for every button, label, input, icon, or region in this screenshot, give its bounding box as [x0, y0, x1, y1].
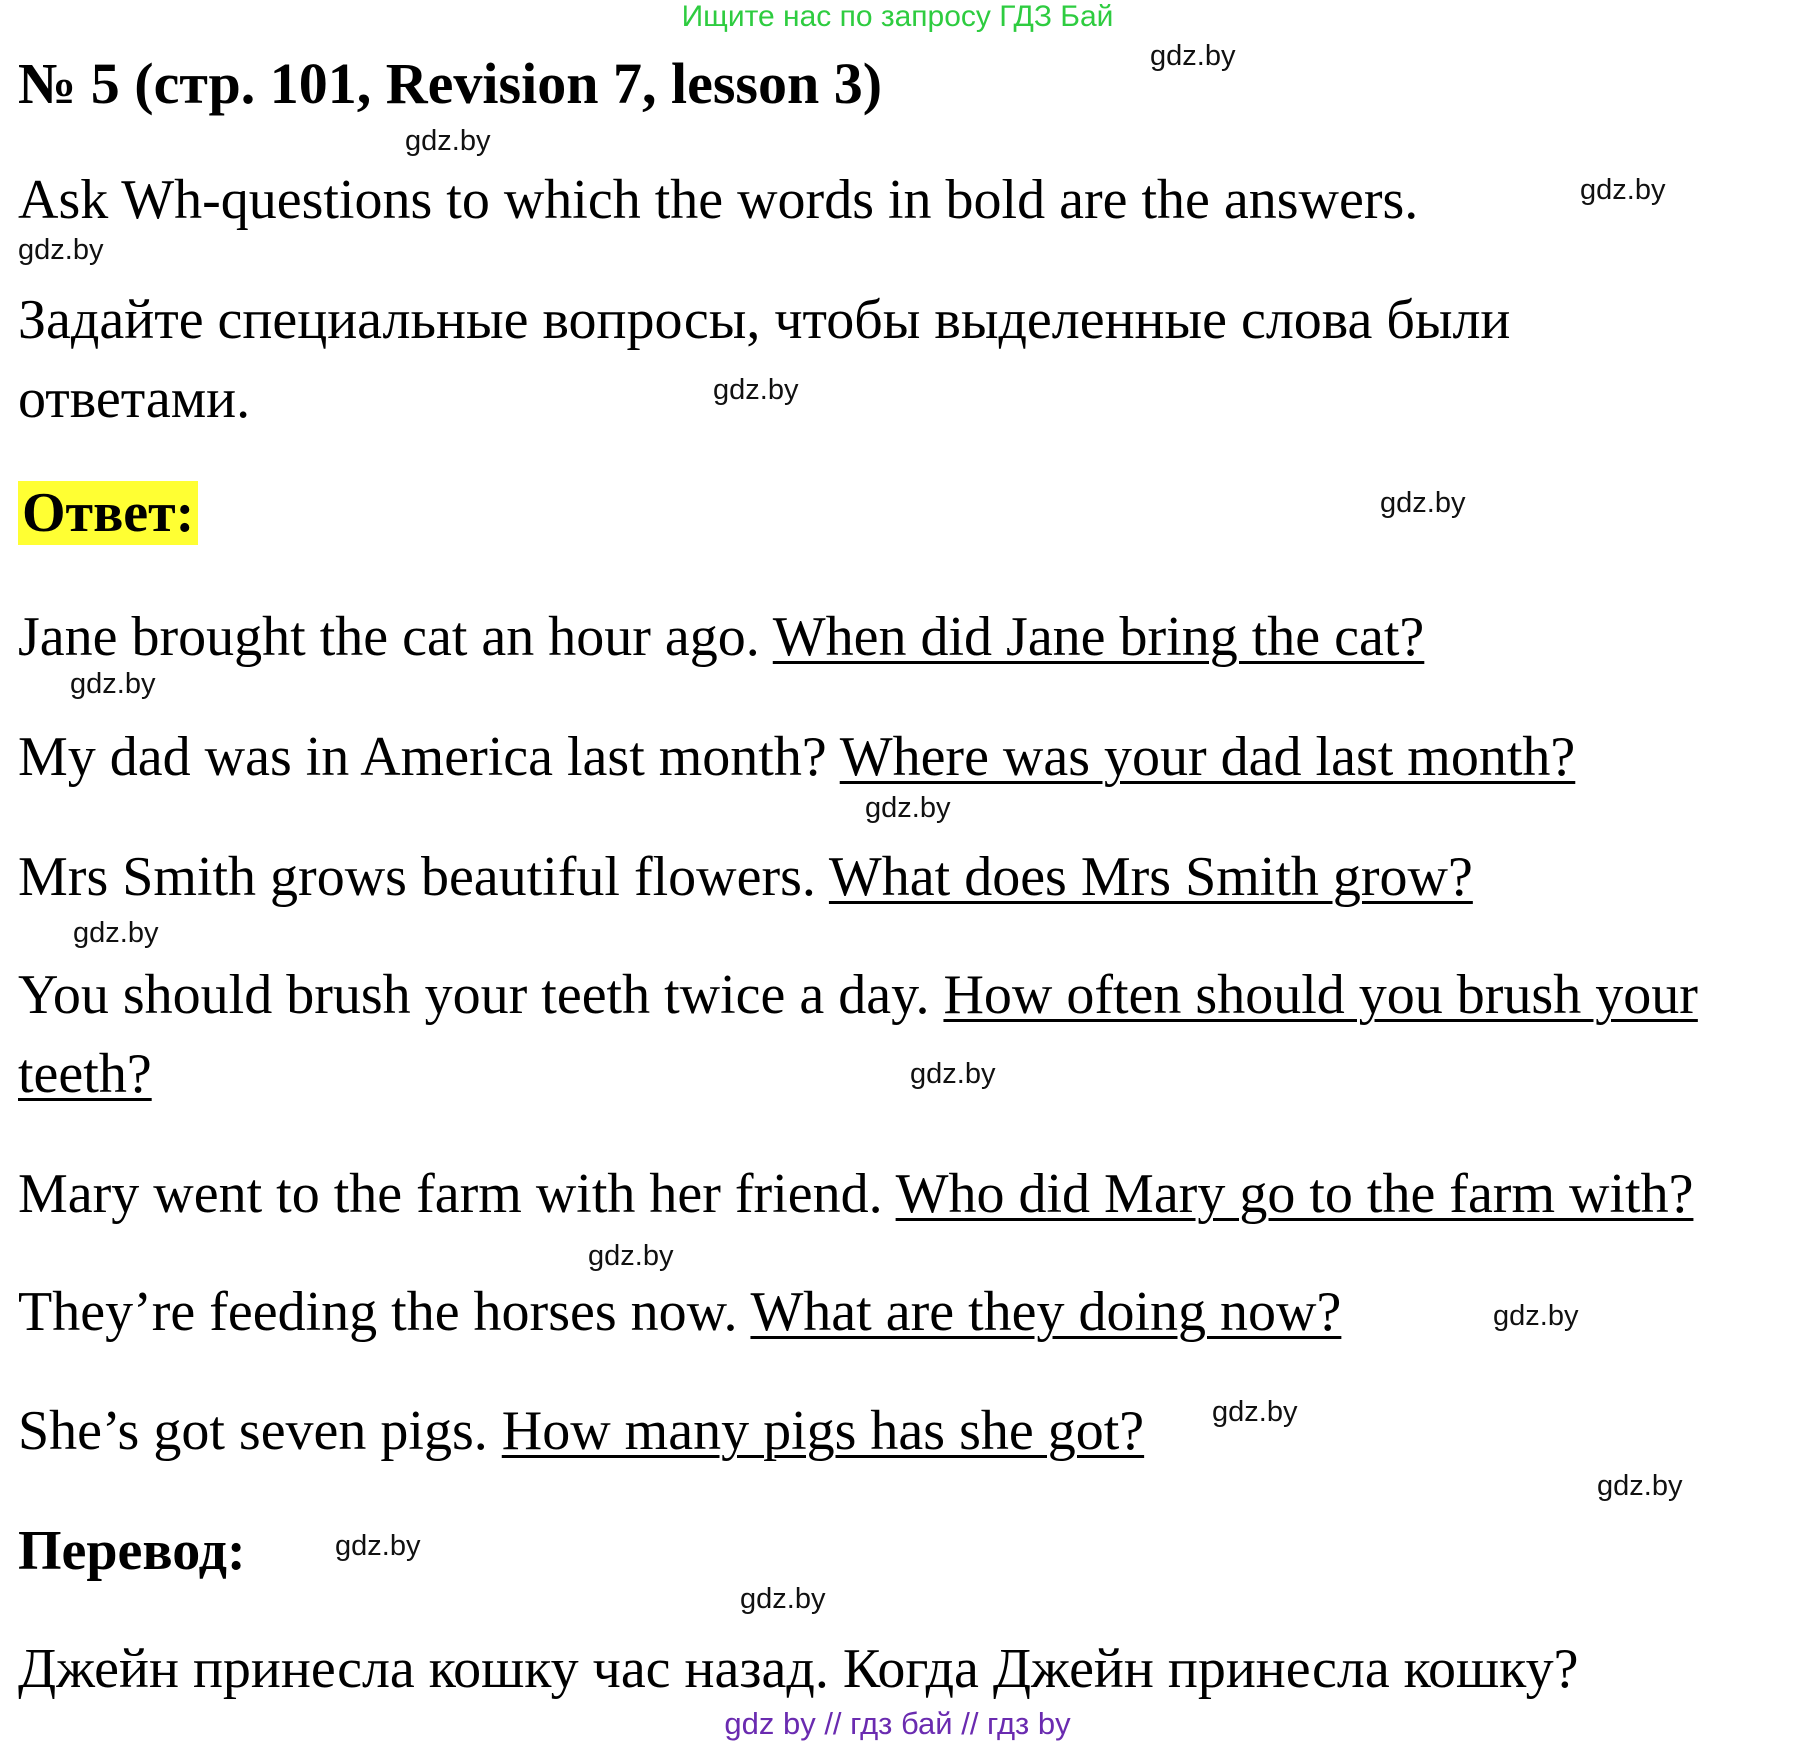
answer-label: Ответ:: [18, 481, 198, 545]
instruction-russian-line2: ответами.: [18, 368, 251, 430]
instruction-russian-line1: Задайте специальные вопросы, чтобы выделенные слова были: [18, 289, 1511, 351]
watermark: gdz.by: [73, 917, 159, 949]
answer-line-1: [18, 605, 1424, 669]
answer-line-3: [18, 845, 1473, 909]
watermark: gdz.by: [1212, 1396, 1298, 1428]
translation-label: Перевод:: [18, 1520, 246, 1582]
wh-question: Who did Mary go to the farm with?: [895, 1163, 1694, 1225]
watermark: gdz.by: [70, 668, 156, 700]
wh-question: When did Jane bring the cat?: [772, 606, 1425, 668]
search-banner[interactable]: Ищите нас по запросу ГДЗ Бай: [681, 0, 1114, 33]
translation-line: Джейн принесла кошку час назад. Когда Джейн принесла кошку?: [18, 1638, 1579, 1700]
footer-links[interactable]: gdz by // гдз бай // гдз by: [724, 1706, 1071, 1741]
answer-line-7: [18, 1399, 1144, 1463]
watermark: gdz.by: [910, 1058, 996, 1090]
sentence: You should brush your teeth twice a day.: [18, 964, 930, 1026]
watermark: gdz.by: [1493, 1300, 1579, 1332]
watermark: gdz.by: [1380, 487, 1466, 519]
answer-line-6: [18, 1280, 1341, 1344]
wh-question: How often should you brush your: [943, 964, 1698, 1026]
wh-question: What does Mrs Smith grow?: [828, 846, 1473, 908]
wh-question: What are they doing now?: [750, 1281, 1342, 1343]
answer-line-2: [18, 725, 1575, 789]
answer-line-4-cont: [18, 1042, 152, 1106]
wh-question: How many pigs has she got?: [501, 1400, 1145, 1462]
wh-question: Where was your dad last month?: [839, 726, 1576, 788]
watermark: gdz.by: [740, 1583, 826, 1615]
exercise-title: № 5 (стр. 101, Revision 7, lesson 3): [18, 51, 883, 116]
watermark: gdz.by: [1597, 1470, 1683, 1502]
sentence: Mrs Smith grows beautiful flowers.: [18, 846, 816, 908]
watermark: gdz.by: [713, 374, 799, 406]
watermark: gdz.by: [588, 1240, 674, 1272]
sentence: They’re feeding the horses now.: [18, 1281, 738, 1343]
watermark: gdz.by: [1150, 40, 1236, 72]
watermark: gdz.by: [335, 1530, 421, 1562]
watermark: gdz.by: [865, 792, 951, 824]
instruction-english: Ask Wh-questions to which the words in bold are the answers.: [18, 169, 1419, 231]
answer-line-4: [18, 963, 1698, 1027]
watermark: gdz.by: [1580, 174, 1666, 206]
answer-line-5: [18, 1162, 1693, 1226]
sentence: Jane brought the cat an hour ago.: [18, 606, 760, 668]
sentence: My dad was in America last month?: [18, 726, 827, 788]
sentence: She’s got seven pigs.: [18, 1400, 488, 1462]
wh-question-cont: teeth?: [18, 1043, 152, 1105]
watermark: gdz.by: [18, 234, 104, 266]
watermark: gdz.by: [405, 125, 491, 157]
sentence: Mary went to the farm with her friend.: [18, 1163, 883, 1225]
